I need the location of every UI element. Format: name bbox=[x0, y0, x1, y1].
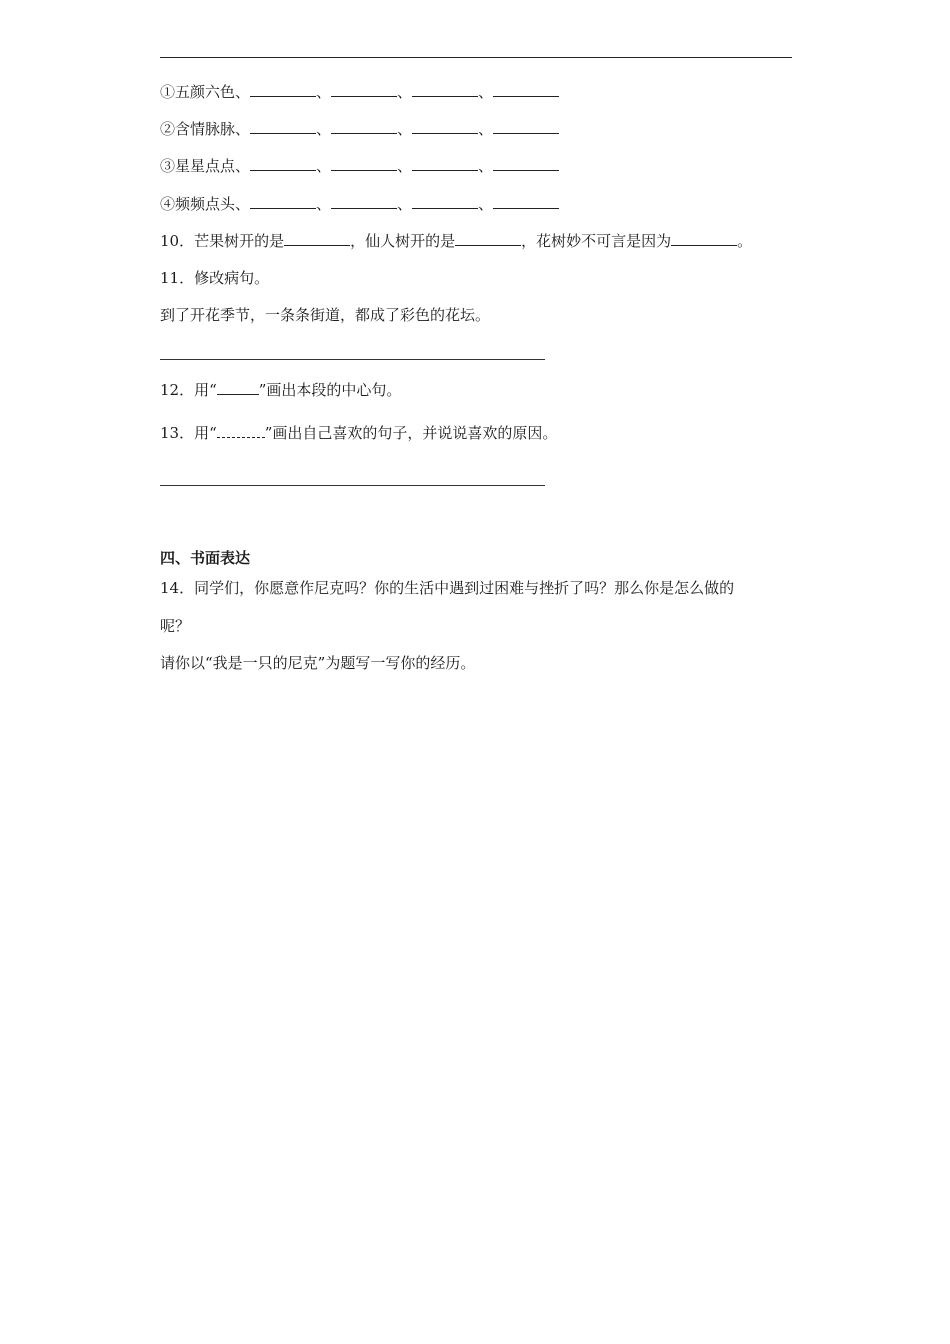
header-rule bbox=[160, 57, 792, 58]
q9-item-label: ①五颜六色、 bbox=[160, 83, 251, 101]
answer-blank[interactable] bbox=[412, 82, 478, 97]
separator: 、 bbox=[478, 195, 494, 213]
separator: 、 bbox=[397, 83, 413, 101]
question-11 bbox=[160, 268, 269, 288]
answer-blank[interactable] bbox=[493, 119, 559, 134]
q13-pre: 用“ bbox=[194, 424, 217, 442]
separator: 、 bbox=[478, 120, 494, 138]
q9-item-label: ④频频点头、 bbox=[160, 195, 251, 213]
question-12 bbox=[160, 380, 401, 400]
q9-item-label: ③星星点点、 bbox=[160, 157, 251, 175]
answer-line[interactable] bbox=[160, 359, 545, 360]
straight-underline-sample bbox=[217, 380, 259, 395]
answer-blank[interactable] bbox=[250, 156, 316, 171]
q12-pre: 用“ bbox=[194, 381, 217, 399]
separator: 、 bbox=[478, 83, 494, 101]
answer-blank[interactable] bbox=[250, 194, 316, 209]
wavy-underline-sample bbox=[217, 423, 265, 438]
q12-post: ”画出本段的中心句。 bbox=[258, 381, 402, 399]
answer-blank[interactable] bbox=[455, 231, 521, 246]
q10-part-1: 芒果树开的是 bbox=[194, 232, 285, 250]
answer-blank[interactable] bbox=[412, 119, 478, 134]
question-10 bbox=[160, 231, 752, 251]
separator: 、 bbox=[316, 195, 332, 213]
question-number: 11． bbox=[160, 269, 195, 287]
answer-blank[interactable] bbox=[284, 231, 350, 246]
separator: 、 bbox=[397, 195, 413, 213]
question-14 bbox=[160, 578, 734, 598]
section-heading: 四、书面表达 bbox=[160, 549, 251, 567]
answer-blank[interactable] bbox=[412, 194, 478, 209]
separator: 、 bbox=[316, 157, 332, 175]
question-number: 14． bbox=[160, 579, 195, 597]
q9-item-1 bbox=[160, 82, 559, 102]
separator: 、 bbox=[316, 83, 332, 101]
q9-item-2 bbox=[160, 119, 559, 139]
separator: 、 bbox=[316, 120, 332, 138]
q13-post: ”画出自己喜欢的句子，并说说喜欢的原因。 bbox=[264, 424, 558, 442]
answer-blank[interactable] bbox=[331, 119, 397, 134]
answer-blank[interactable] bbox=[493, 156, 559, 171]
question-title: 修改病句。 bbox=[194, 269, 270, 287]
separator: 、 bbox=[397, 120, 413, 138]
q10-end: 。 bbox=[737, 232, 753, 250]
answer-blank[interactable] bbox=[493, 82, 559, 97]
question-number: 12． bbox=[160, 381, 195, 399]
q10-part-3: ，花树妙不可言是因为 bbox=[521, 232, 672, 250]
question-13 bbox=[160, 423, 557, 443]
answer-blank[interactable] bbox=[412, 156, 478, 171]
q14-line-3: 请你以“我是一只的尼克”为题写一写你的经历。 bbox=[160, 654, 476, 672]
separator: 、 bbox=[397, 157, 413, 175]
answer-blank[interactable] bbox=[331, 82, 397, 97]
answer-blank[interactable] bbox=[331, 156, 397, 171]
q9-item-label: ②含情脉脉、 bbox=[160, 120, 251, 138]
q11-sentence: 到了开花季节，一条条街道，都成了彩色的花坛。 bbox=[160, 306, 491, 324]
q9-item-3 bbox=[160, 156, 559, 176]
answer-blank[interactable] bbox=[250, 119, 316, 134]
answer-blank[interactable] bbox=[671, 231, 737, 246]
q14-line-2: 呢？ bbox=[160, 617, 191, 635]
answer-blank[interactable] bbox=[250, 82, 316, 97]
answer-line[interactable] bbox=[160, 485, 545, 486]
question-number: 10． bbox=[160, 232, 195, 250]
question-number: 13． bbox=[160, 424, 195, 442]
answer-blank[interactable] bbox=[331, 194, 397, 209]
q9-item-4 bbox=[160, 194, 559, 214]
q10-part-2: ，仙人树开的是 bbox=[350, 232, 456, 250]
answer-blank[interactable] bbox=[493, 194, 559, 209]
separator: 、 bbox=[478, 157, 494, 175]
q14-line-1: 同学们，你愿意作尼克吗？你的生活中遇到过困难与挫折了吗？那么你是怎么做的 bbox=[194, 579, 735, 597]
